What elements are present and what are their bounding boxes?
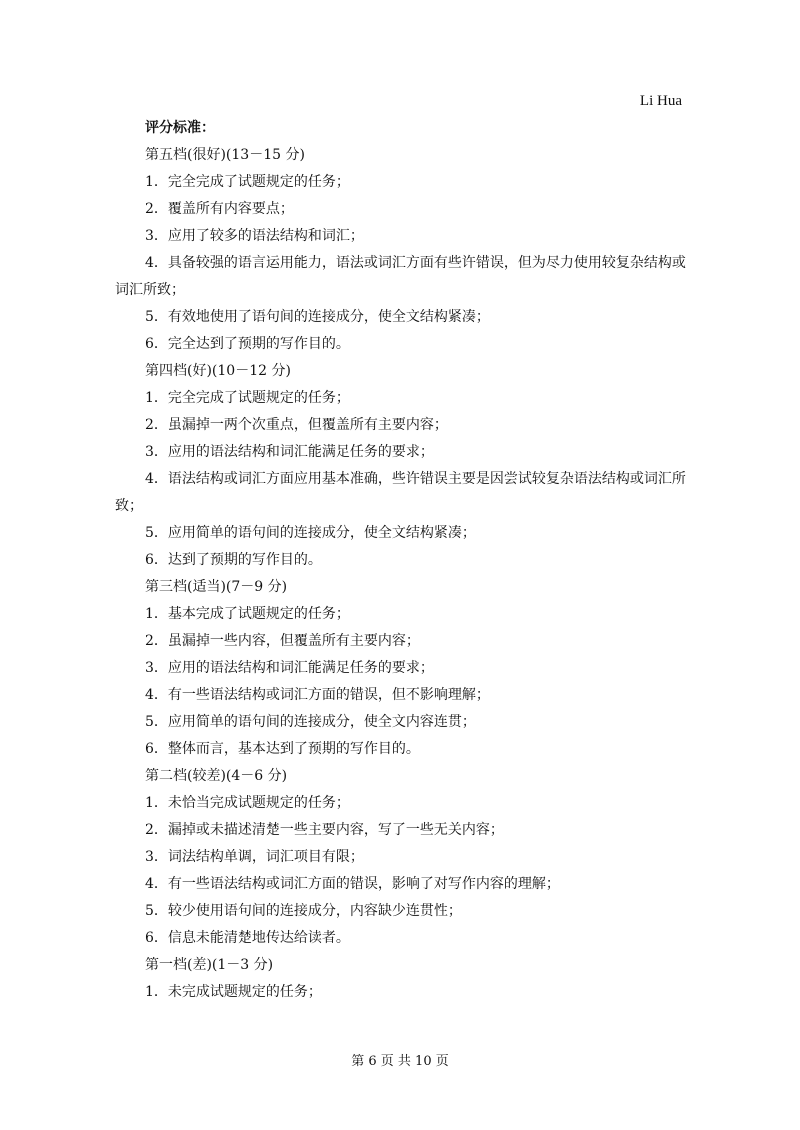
rubric-section — [115, 115, 705, 1006]
level-item: 1．未恰当完成试题规定的任务； — [145, 795, 350, 811]
rubric-heading: 评分标准： — [145, 120, 215, 136]
level-item: 3．应用的语法结构和词汇能满足任务的要求； — [145, 660, 434, 676]
level-item: 4．语法结构或词汇方面应用基本准确，些许错误主要是因尝试较复杂语法结构或词汇所 — [145, 471, 686, 487]
level-title: 第五档(很好)(13－15 分) — [145, 147, 305, 163]
level-item: 5．应用简单的语句间的连接成分，使全文内容连贯； — [145, 714, 476, 730]
level-item-continuation: 词汇所致； — [115, 282, 185, 298]
level-item: 1．完全完成了试题规定的任务； — [145, 174, 350, 190]
level-item: 2．虽漏掉一些内容，但覆盖所有主要内容； — [145, 633, 420, 649]
page-number: 第 6 页 共 10 页 — [351, 1054, 449, 1069]
level-item: 6．整体而言，基本达到了预期的写作目的。 — [145, 741, 420, 757]
author-name: Li Hua — [639, 93, 682, 109]
level-item: 4．有一些语法结构或词汇方面的错误，但不影响理解； — [145, 687, 490, 703]
level-item: 4．有一些语法结构或词汇方面的错误，影响了对写作内容的理解； — [145, 876, 560, 892]
level-item: 5．应用简单的语句间的连接成分，使全文结构紧凑； — [145, 525, 476, 541]
level-item-continuation: 致； — [115, 498, 143, 514]
level-item: 6．完全达到了预期的写作目的。 — [145, 336, 350, 352]
level-title: 第三档(适当)(7－9 分) — [145, 579, 288, 595]
level-title: 第四档(好)(10－12 分) — [145, 363, 291, 379]
level-item: 2．虽漏掉一两个次重点，但覆盖所有主要内容； — [145, 417, 448, 433]
level-item: 3．词法结构单调，词汇项目有限； — [145, 849, 364, 865]
level-item: 2．覆盖所有内容要点； — [145, 201, 294, 217]
level-item: 5．较少使用语句间的连接成分，内容缺少连贯性； — [145, 903, 462, 919]
level-item: 5．有效地使用了语句间的连接成分，使全文结构紧凑； — [145, 309, 490, 325]
level-title: 第二档(较差)(4－6 分) — [145, 768, 288, 784]
level-title: 第一档(差)(1－3 分) — [145, 957, 274, 973]
level-item: 4．具备较强的语言运用能力，语法或词汇方面有些许错误，但为尽力使用较复杂结构或 — [145, 255, 686, 271]
level-item: 1．完全完成了试题规定的任务； — [145, 390, 350, 406]
level-item: 3．应用的语法结构和词汇能满足任务的要求； — [145, 444, 434, 460]
level-item: 1．未完成试题规定的任务； — [145, 984, 322, 1000]
level-item: 1．基本完成了试题规定的任务； — [145, 606, 350, 622]
level-item: 6．达到了预期的写作目的。 — [145, 552, 322, 568]
level-item: 2．漏掉或未描述清楚一些主要内容，写了一些无关内容； — [145, 822, 504, 838]
level-item: 6．信息未能清楚地传达给读者。 — [145, 930, 350, 946]
level-item: 3．应用了较多的语法结构和词汇； — [145, 228, 364, 244]
